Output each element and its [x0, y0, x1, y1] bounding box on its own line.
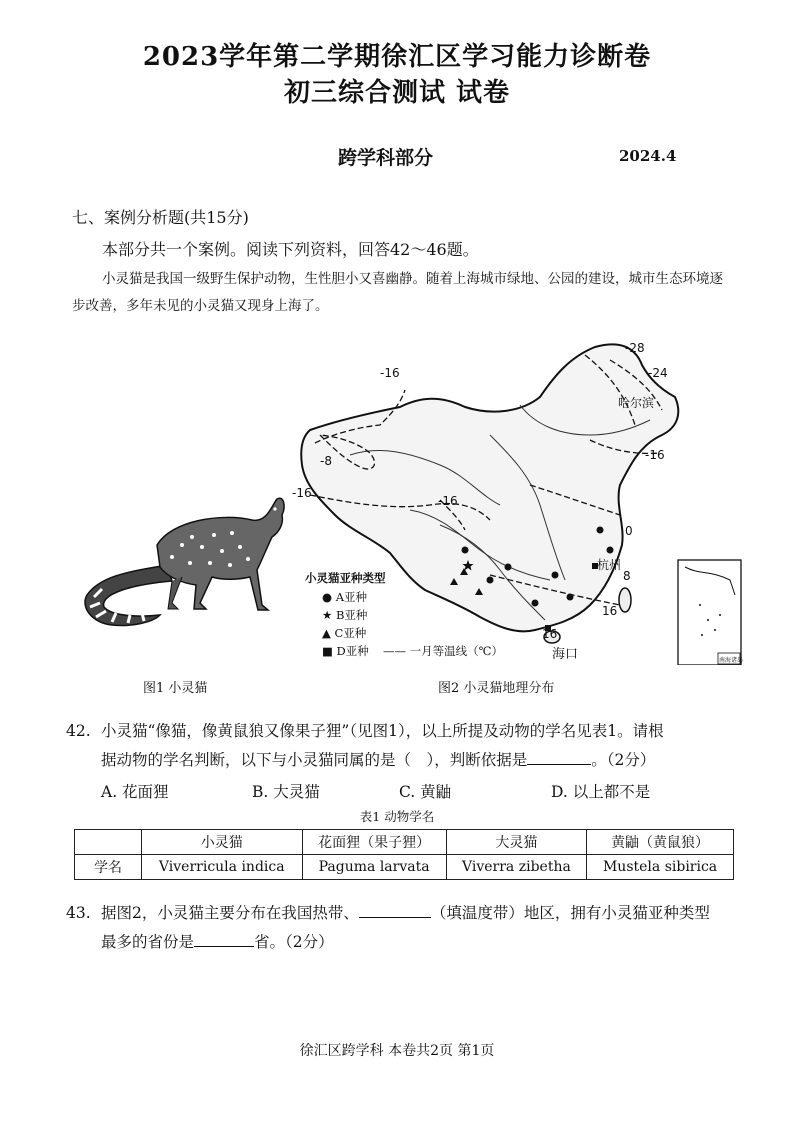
answer-blank[interactable]: [527, 764, 591, 765]
legend-title: 小灵猫亚种类型: [305, 571, 386, 585]
question-43-text: （填温度带）地区，拥有小灵猫亚种类型: [430, 904, 710, 922]
option-d[interactable]: D. 以上都不是: [551, 783, 651, 801]
question-43-line1: [101, 899, 710, 928]
figure1-caption: 图1 小灵猫: [143, 681, 208, 696]
isotherm-label: -24: [648, 366, 668, 380]
legend-isotherm: —— 一月等温线（℃）: [383, 644, 504, 658]
isotherm-label: 8: [623, 569, 631, 583]
table-cell: Viverricula indica: [142, 855, 303, 880]
scientific-names-table: [74, 829, 734, 880]
question-42-number: 42.: [66, 722, 91, 740]
question-43-number: 43.: [66, 904, 91, 922]
exam-title: 2023学年第二学期徐汇区学习能力诊断卷: [142, 42, 652, 72]
option-c[interactable]: C. 黄鼬: [399, 783, 452, 801]
part-intro: 本部分共一个案例。阅读下列资料，回答42～46题。: [102, 240, 479, 259]
table-header-row: [75, 830, 734, 855]
table-header-cell: 花面狸（果子狸）: [302, 830, 446, 855]
question-43-line2: [101, 928, 334, 957]
question-42-text: 据动物的学名判断，以下与小灵猫同属的是（ ），判断依据是: [101, 751, 528, 769]
legend-label: C亚种: [334, 626, 367, 640]
legend-item-b: ★ B亚种: [322, 608, 368, 622]
isotherm-label: 16: [542, 627, 558, 641]
page-footer: 徐汇区跨学科 本卷共2页 第1页: [299, 1043, 495, 1059]
isotherm-label: -8: [320, 454, 332, 468]
table-header-cell: 小灵猫: [142, 830, 303, 855]
question-43-text: 据图2，小灵猫主要分布在我国热带、: [101, 904, 359, 922]
city-label-hangzhou: 杭州: [597, 558, 622, 572]
exam-subtitle: 初三综合测试 试卷: [283, 78, 511, 108]
isotherm-label: -28: [625, 341, 645, 355]
legend-label: B亚种: [335, 608, 368, 622]
question-42-line1: 小灵猫“像猫，像黄鼠狼又像果子狸”（见图1），以上所提及动物的学名见表1。请根: [101, 722, 664, 740]
question-42-line2: [101, 746, 655, 775]
option-a[interactable]: A. 花面狸: [101, 783, 169, 801]
section-title: 跨学科部分: [338, 147, 434, 169]
exam-date: 2024.4: [619, 147, 677, 165]
table1-caption: 表1 动物学名: [359, 809, 435, 824]
legend-label: A亚种: [335, 590, 368, 604]
isotherm-label: -16: [380, 366, 400, 380]
table-header-cell: 黄鼬（黄鼠狼）: [587, 830, 734, 855]
table-cell: 学名: [75, 855, 142, 880]
table-cell: Mustela sibirica: [587, 855, 734, 880]
option-b[interactable]: B. 大灵猫: [252, 783, 320, 801]
city-label-haikou: 海口: [552, 647, 579, 662]
question-43-text: 最多的省份是: [101, 933, 195, 951]
isotherm-label: -16: [438, 494, 458, 508]
legend-item-d: ■ D亚种: [322, 644, 369, 658]
question-42-points: 。（2分）: [591, 751, 656, 769]
table-row: [75, 855, 734, 880]
legend-item-a: ● A亚种: [322, 590, 368, 604]
legend-label: 一月等温线（℃）: [409, 644, 504, 658]
isotherm-label: -16: [645, 448, 665, 462]
figure2-caption: 图2 小灵猫地理分布: [438, 681, 555, 696]
answer-blank[interactable]: [359, 917, 431, 918]
table-header-cell: 大灵猫: [446, 830, 586, 855]
answer-blank[interactable]: [194, 946, 254, 947]
table-cell: Viverra zibetha: [446, 855, 586, 880]
legend-item-c: ▲ C亚种: [322, 626, 367, 640]
isotherm-label: 16: [602, 604, 618, 618]
isotherm-label: 0: [625, 524, 633, 538]
reading-passage: 小灵猫是我国一级野生保护动物，生性胆小又喜幽静。随着上海城市绿地、公园的建设，城市生态环境逐步改善，多年未见的小灵猫又现身上海了。: [72, 271, 723, 314]
south-china-sea-inset: [678, 560, 744, 665]
legend-label: D亚种: [336, 644, 369, 658]
table-header-cell: [75, 830, 142, 855]
city-label-harbin: 哈尔滨: [618, 396, 655, 410]
table-cell: Paguma larvata: [302, 855, 446, 880]
isotherm-label: -16: [292, 486, 312, 500]
part-heading: 七、案例分析题(共15分): [72, 208, 249, 227]
civet-illustration: [72, 485, 287, 635]
inset-label: 南海诸岛: [719, 657, 744, 664]
question-43-points: 省。（2分）: [254, 933, 334, 951]
